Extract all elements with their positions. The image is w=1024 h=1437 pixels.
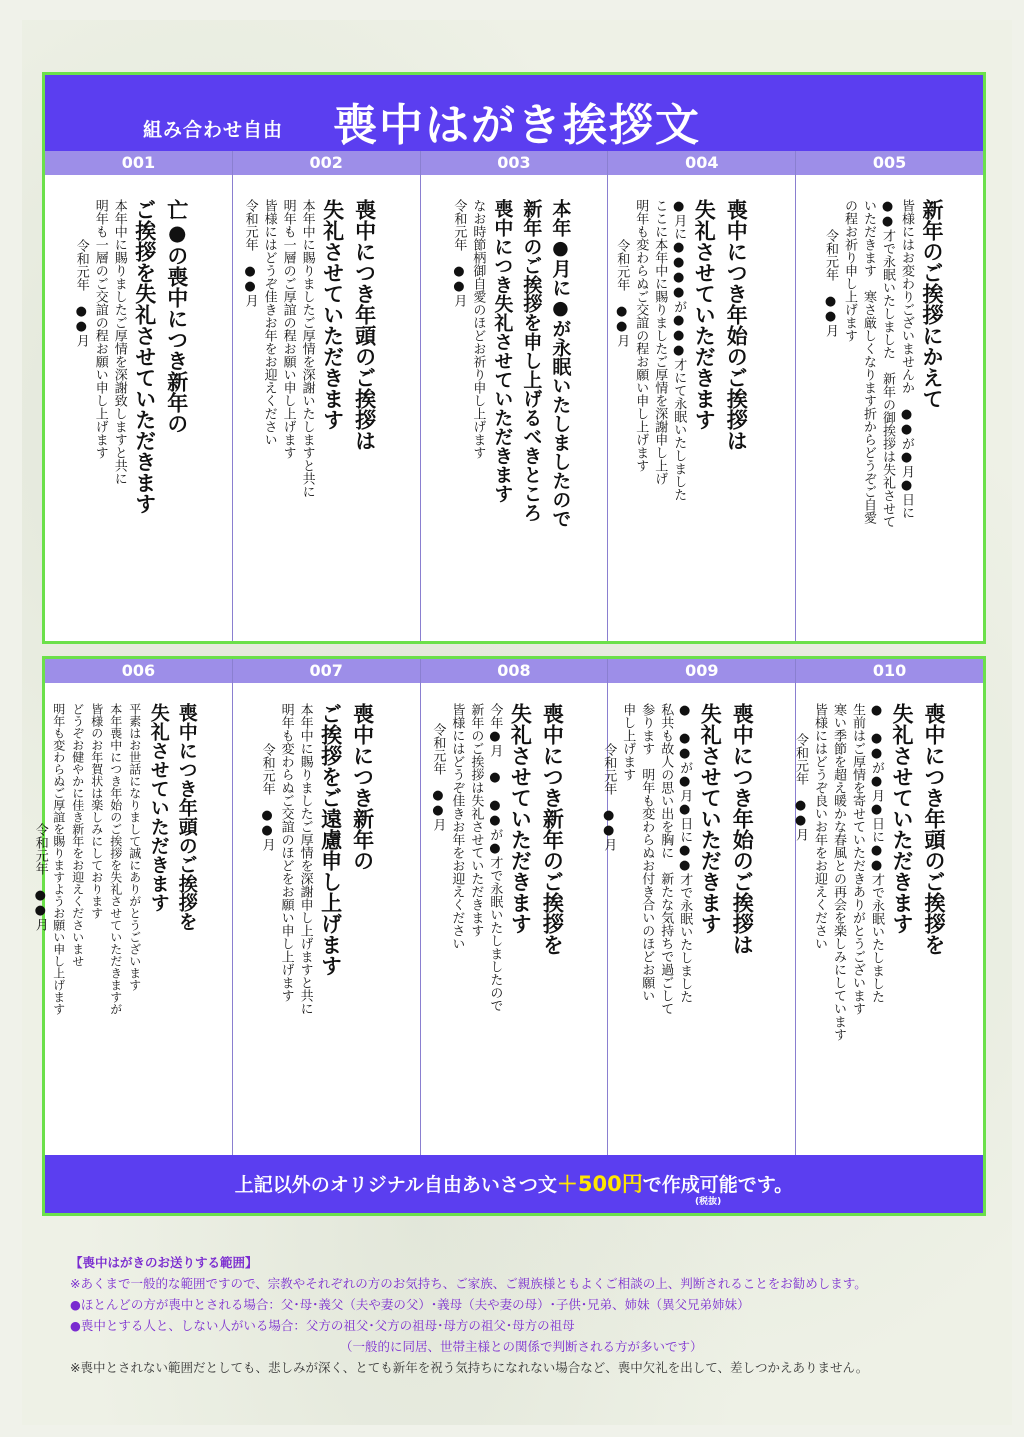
template-date: 令和元年 ●●月	[792, 733, 808, 841]
template-number: 002	[233, 151, 420, 175]
custom-message-text: 上記以外のオリジナル自由あいさつ文	[234, 1174, 557, 1196]
template-number: 010	[796, 659, 983, 683]
custom-message-banner	[45, 1155, 983, 1213]
template-body: ●月に●●●●が●●●才にて永眠いたしました ここに本年中に賜りましたご厚情を深謝申し上げ 明年も変わらぬご交誼の程お願い申し上げます	[633, 199, 687, 501]
template-heading: 喪中につき年頭のご挨拶は 失礼させていただきます	[320, 199, 378, 451]
template-date: 令和元年 ●●月	[430, 723, 446, 831]
custom-message-price: ＋500円	[556, 1172, 643, 1196]
template-heading: 亡●の喪中につき新年の ご挨拶を失礼させていただきます	[132, 199, 190, 514]
template-number: 006	[45, 659, 232, 683]
notes-line-2: ●ほとんどの方が喪中とされる場合：父･母･義父（夫や妻の父）･義母（夫や妻の母）･子供･兄弟、姉妹（異父兄弟姉妹）	[70, 1297, 750, 1312]
notes-line-4: （一般的に同居、世帯主様との関係で判断される方が多いです）	[340, 1339, 703, 1354]
template-body: 皆様にはお変わりございませんか ●●が●月●日に ●●才で永眠いたしました 新年の御挨拶は失礼させて いただきます 寒さ厳しくなります折からどうぞご自愛 の程お祈り申し上げます	[841, 199, 914, 528]
template-body: ● ●●が●月●日に●●才で永眠いたしました 私共も故人の思い出を胸に 新たな気持ちで過ごして 参ります 明年も変わらぬお付き合いのほどお願い 申し上げます	[620, 703, 693, 1015]
template-heading: 喪中につき年始のご挨拶は 失礼させていただきます	[692, 199, 750, 451]
template-date: 令和元年 ●●月	[614, 239, 630, 347]
page-title: 喪中はがき挨拶文	[333, 100, 701, 151]
template-card-008[interactable]	[420, 659, 608, 1155]
template-card-003[interactable]	[420, 151, 608, 641]
template-date: 令和元年 ●●月	[451, 199, 467, 307]
template-date: 令和元年 ●●月	[73, 239, 89, 347]
template-card-005[interactable]	[795, 151, 983, 641]
template-card-007[interactable]	[232, 659, 420, 1155]
template-number: 003	[421, 151, 608, 175]
template-heading: 喪中につき新年のご挨拶を 失礼させていただきます	[508, 703, 566, 955]
template-heading: 喪中につき年頭のご挨拶を 失礼させていただきます	[889, 703, 947, 955]
template-card-009[interactable]	[601, 659, 795, 1155]
template-date: 令和元年 ●●月	[822, 229, 838, 337]
template-number: 005	[796, 151, 983, 175]
custom-message-suffix: で作成可能です。	[642, 1174, 794, 1196]
template-heading: 新年のご挨拶にかえて	[919, 199, 945, 409]
banner-subtitle: 組み合わせ自由	[143, 119, 284, 141]
template-card-006[interactable]	[32, 659, 232, 1155]
title-banner	[45, 75, 983, 151]
template-body: なお時節柄御自愛のほどお祈り申し上げます	[470, 199, 486, 459]
template-number: 009	[608, 659, 795, 683]
mourning-range-notes	[70, 1252, 1000, 1378]
tax-note: (税抜)	[695, 1197, 722, 1207]
notes-title: 【喪中はがきのお送りする範囲】	[70, 1255, 258, 1270]
template-number: 008	[421, 659, 608, 683]
template-date: 令和元年 ●●月	[242, 199, 258, 307]
notes-line-1: ※あくまで一般的な範囲ですので、宗教やそれぞれの方のお気持ち、ご家族、ご親族様ともよくご相談の上、判断されることをお勧めします。	[70, 1276, 867, 1291]
template-date: 令和元年 ●●月	[601, 743, 617, 851]
template-body: ● ●●が●月●日に●●才で永眠いたしました 生前はご厚情を寄せていただきありがとうございます 寒い季節を超え暖かな春風との再会を楽しみにしています 皆様にはどうぞ良いお年をお迎えください	[811, 703, 884, 1041]
notes-line-3: ●喪中とする人と、しない人がいる場合：父方の祖父･父方の祖母･母方の祖父･母方の祖母	[70, 1318, 575, 1333]
template-date: 令和元年 ●●月	[32, 823, 48, 931]
template-number: 007	[233, 659, 420, 683]
template-body: 本年中に賜りましたご厚情を深謝申し上げますと共に 明年も変わらぬご交誼のほどをお願い申し上げます	[278, 703, 313, 1015]
template-body: 本年中に賜りましたご厚情を深謝致しますと共に 明年も一層のご交誼の程お願い申し上げます	[92, 199, 127, 485]
template-heading: 喪中につき年始のご挨拶は 失礼させていただきます	[698, 703, 756, 955]
template-heading: 本年●月に●が永眠いたしましたので 新年のご挨拶を申し上げるべきところ 喪中につき失礼させていただきます	[491, 199, 572, 528]
template-heading: 喪中につき新年の ご挨拶をご遠慮申し上げます	[318, 703, 376, 976]
template-card-010[interactable]	[792, 659, 983, 1155]
template-card-004[interactable]	[607, 151, 795, 641]
template-body: 今年●月 ● ●●が●才で永眠いたしましたので 新年のご挨拶は失礼させていただきます 皆様にはどうぞ佳きお年をお迎えください	[449, 703, 503, 1012]
template-body: 本年中に賜りましたご厚情を深謝いたしますと共に 明年も一層のご厚誼の程お願い申し上げます 皆様にはどうぞ佳きお年をお迎えください	[261, 199, 315, 498]
template-body: 平素はお世話になりまして誠にありがとうございます 本年喪中につき年始のご挨拶を失礼させていただきますが 皆様のお年賀状は楽しみにしております どうぞお健やかに佳き新年をお迎えくださいませ 明年も変わらぬご厚誼を賜りますようお願い申し上げます	[51, 703, 142, 1015]
template-date: 令和元年 ●●月	[259, 743, 275, 851]
template-number: 001	[45, 151, 232, 175]
template-number: 004	[608, 151, 795, 175]
templates-panel-top	[42, 72, 986, 644]
templates-panel-bottom	[32, 656, 986, 1216]
template-card-002[interactable]	[232, 151, 420, 641]
template-card-001[interactable]	[45, 151, 232, 641]
template-heading: 喪中につき年頭のご挨拶を 失礼させていただきます	[147, 703, 198, 931]
notes-line-5: ※喪中とされない範囲だとしても、悲しみが深く、とても新年を祝う気持ちになれない場合など、喪中欠礼を出して、差しつかえありません。	[70, 1360, 869, 1375]
